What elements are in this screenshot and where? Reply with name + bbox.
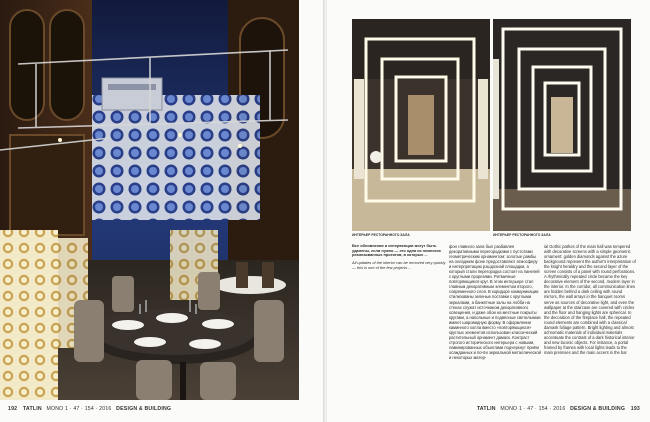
text-column-2 [449,244,541,363]
bar-portal-photo [493,19,631,231]
corridor-portal-photo [352,19,490,231]
restaurant-interior-illustration [0,0,299,400]
lead-paragraph-en: All updates of the interior can be removed very quickly — this is one of the few projects ... [352,260,446,270]
right-folio [477,406,640,416]
photo-caption-left: ИНТЕРЬЕР РЕСТОРАННОГО ЗАЛА [352,233,410,237]
issue-info: MONO 1 · 47 · 154 · 2016 [500,406,566,412]
magazine-brand: TATLIN [476,406,496,412]
text-column-1 [352,244,446,274]
section-title: DESIGN & BUILDING [570,406,626,412]
left-folio [8,406,171,416]
page-number: 192 [8,406,18,412]
section-title: DESIGN & BUILDING [116,406,172,412]
page-number: 193 [630,406,640,412]
issue-info: MONO 1 · 47 · 154 · 2016 [46,406,112,412]
corridor-portal-illustration [352,19,490,231]
bar-portal-illustration [493,19,631,231]
right-page [327,0,650,422]
body-paragraph-ru: фон главного зала был разбавлен декоративными перегородками с пустотами геометрическим орнаментом: золотые рамбы на охладжем фоне предоставляют атмосферу и интерпретацию рэшдохнай площадки, а который стали перегородка состоит из панелей с круглыми прорезями. Ритмичные повторяющиеся круг. В этом интерьере стал главным декоративным элементом второго, современного слоя. В коридоре коммуникации стилизованы зеленые поставки с круглыми зеркалами, а банкетные залы на лобби на стенах служат источником декоративного освещения, и даже обои на местные покрыты кругами, а напольные и подвесные светильники имеют шаровидную форму. В оформлении каминного холла вместо «повторяющихся» круглых элементов использован классический растительный орнамент дамаск. Контраст строгого исторического интерьера с новыми, ламинированных объектами подчеркнут приём осажданных и почти зеркальной металлической и некоторых матер- [449,244,541,361]
photo-caption-right: ИНТЕРЬЕР РЕСТОРАННОГО ЗАЛА [493,233,551,237]
lead-paragraph-ru: Все обновления и интервенции могут быть удалены, если нужно — это одна из немногих реализованных проектов, в которых ... [352,243,441,258]
magazine-brand: TATLIN [22,406,42,412]
restaurant-interior-photo [0,0,299,400]
text-column-3 [544,244,636,358]
body-paragraph-en: ial Gothic pathos of the main hall was tempered with decorative screens with a simple geometric ornament: golden diamonds against the azure background represent the author's interpretation of the knight heraldry and the second layer of the screen consists of a panel with round perforations. A rhythmically repeated circle became the key decorative element of the second, modern layer in the interior. In the corridor, all communication lines are hidden behind a dark ceiling with round mirrors, the wall arrays in the banquet rooms serve as sources of decorative light, and even the wallpaper at the staircase are covered with circles and the floor and hanging lights are spherical. In the decoration of the fireplace hall, the repeated round elements are combined with a classical damask foliage pattern. Bright lighting and almost achromatic materials of individual materials accentuate the contrast of a dark historical interior and new laconic objects. For instance, a portal framed by frames with local lights leads to the main premises and the main accent in the bar [544,244,636,355]
left-page [0,0,323,422]
